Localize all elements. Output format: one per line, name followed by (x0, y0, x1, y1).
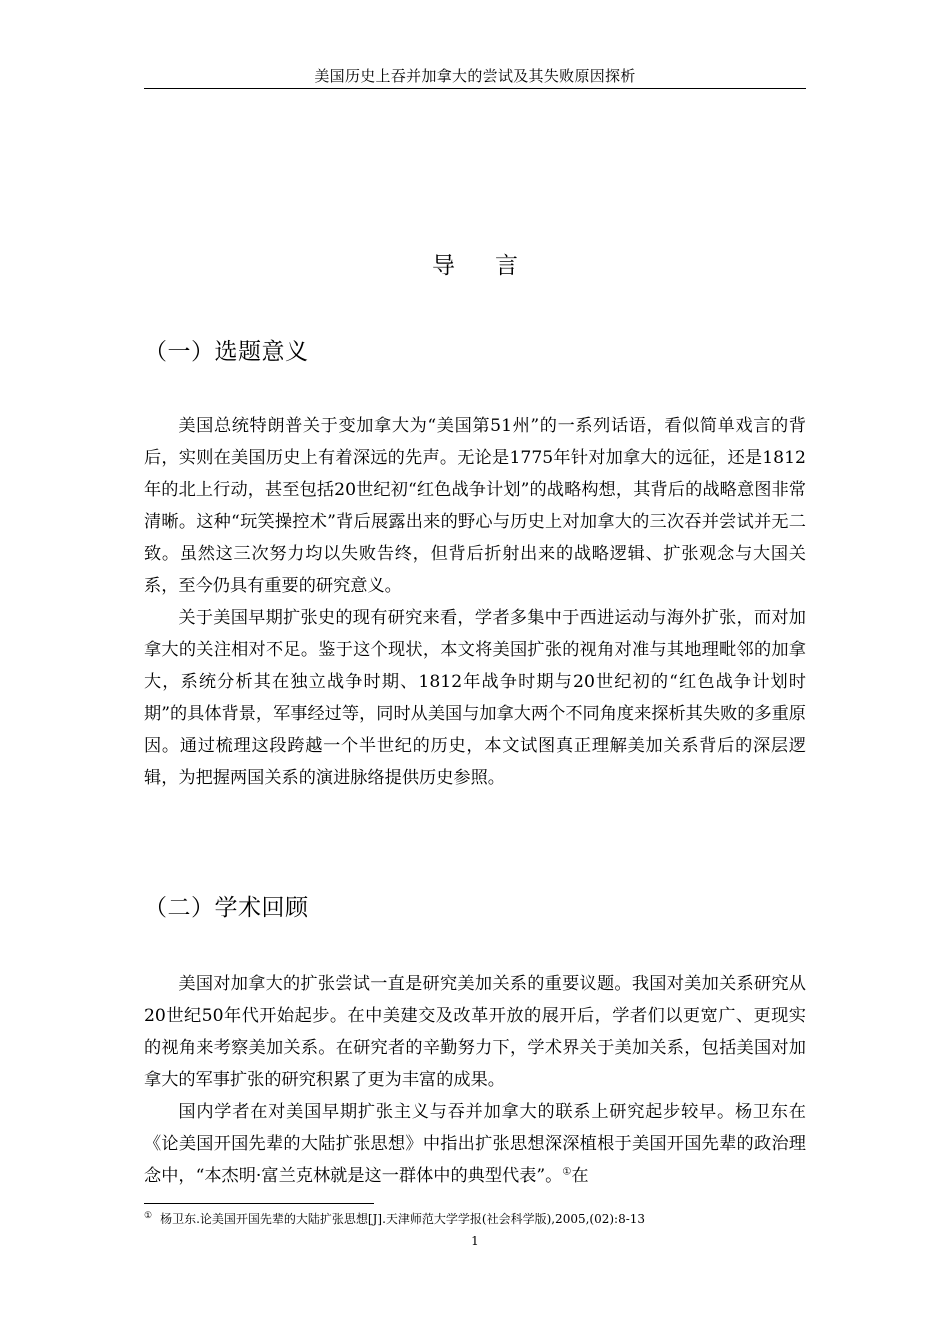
continuation-text: 在 (571, 1166, 589, 1186)
body-paragraph: 美国总统特朗普关于变加拿大为“美国第51州”的一系列话语，看似简单戏言的背后，实则在美国历史上有着深远的先声。无论是1775年针对加拿大的远征，还是1812年的北上行动，甚至包括20世纪初“红色战争计划”的战略构想，其背后的战略意图非常清晰。这种“玩笑操控术”背后展露出来的野心与历史上对加拿大的三次吞并尝试并无二致。虽然这三次努力均以失败告终，但背后折射出来的战略逻辑、扩张观念与大国关系，至今仍具有重要的研究意义。 (144, 416, 806, 596)
body-paragraph (144, 1096, 806, 1192)
body-paragraph: 关于美国早期扩张史的现有研究来看，学者多集中于西进运动与海外扩张，而对加拿大的关注相对不足。鉴于这个现状，本文将美国扩张的视角对准与其地理毗邻的加拿大，系统分析其在独立战争时期、1812年战争时期与20世纪初的“红色战争计划时期”的具体背景，军事经过等，同时从美国与加拿大两个不同角度来探析其失败的多重原因。通过梳理这段跨越一个半世纪的历史，本文试图真正理解美加关系背后的深层逻辑，为把握两国关系的演进脉络提供历史参照。 (144, 608, 806, 788)
footnote-marker: ① (144, 1211, 153, 1221)
section-body-literature-review (144, 968, 806, 1192)
body-paragraph-text: 国内学者在对美国早期扩张主义与吞并加拿大的联系上研究起步较早。杨卫东在《论美国开国先辈的大陆扩张思想》中指出扩张思想深深植根于美国开国先辈的政治理念中，“本杰明·富兰克林就是这一群体中的典型代表”。 (144, 1102, 806, 1186)
page-number: 1 (471, 1234, 479, 1248)
section-heading-literature-review: （二）学术回顾 (144, 895, 309, 921)
section-heading-significance: （一）选题意义 (144, 339, 309, 365)
footnote (144, 1210, 806, 1228)
chapter-title: 导言 (432, 253, 558, 279)
header-rule (144, 88, 806, 89)
running-header: 美国历史上吞并加拿大的尝试及其失败原因探析 (314, 67, 636, 85)
section-body-significance (144, 410, 806, 794)
footnote-rule (144, 1203, 374, 1204)
body-paragraph: 美国对加拿大的扩张尝试一直是研究美加关系的重要议题。我国对美加关系研究从20世纪50年代开始起步。在中美建交及改革开放的展开后，学者们以更宽广、更现实的视角来考察美加关系。在研究者的辛勤努力下，学术界关于美加关系，包括美国对加拿大的军事扩张的研究积累了更为丰富的成果。 (144, 974, 806, 1090)
footnote-reference[interactable]: ① (562, 1166, 572, 1178)
footnote-text: 杨卫东.论美国开国先辈的大陆扩张思想[J].天津师范大学学报(社会科学版),2005,(02):8-13 (160, 1212, 646, 1226)
